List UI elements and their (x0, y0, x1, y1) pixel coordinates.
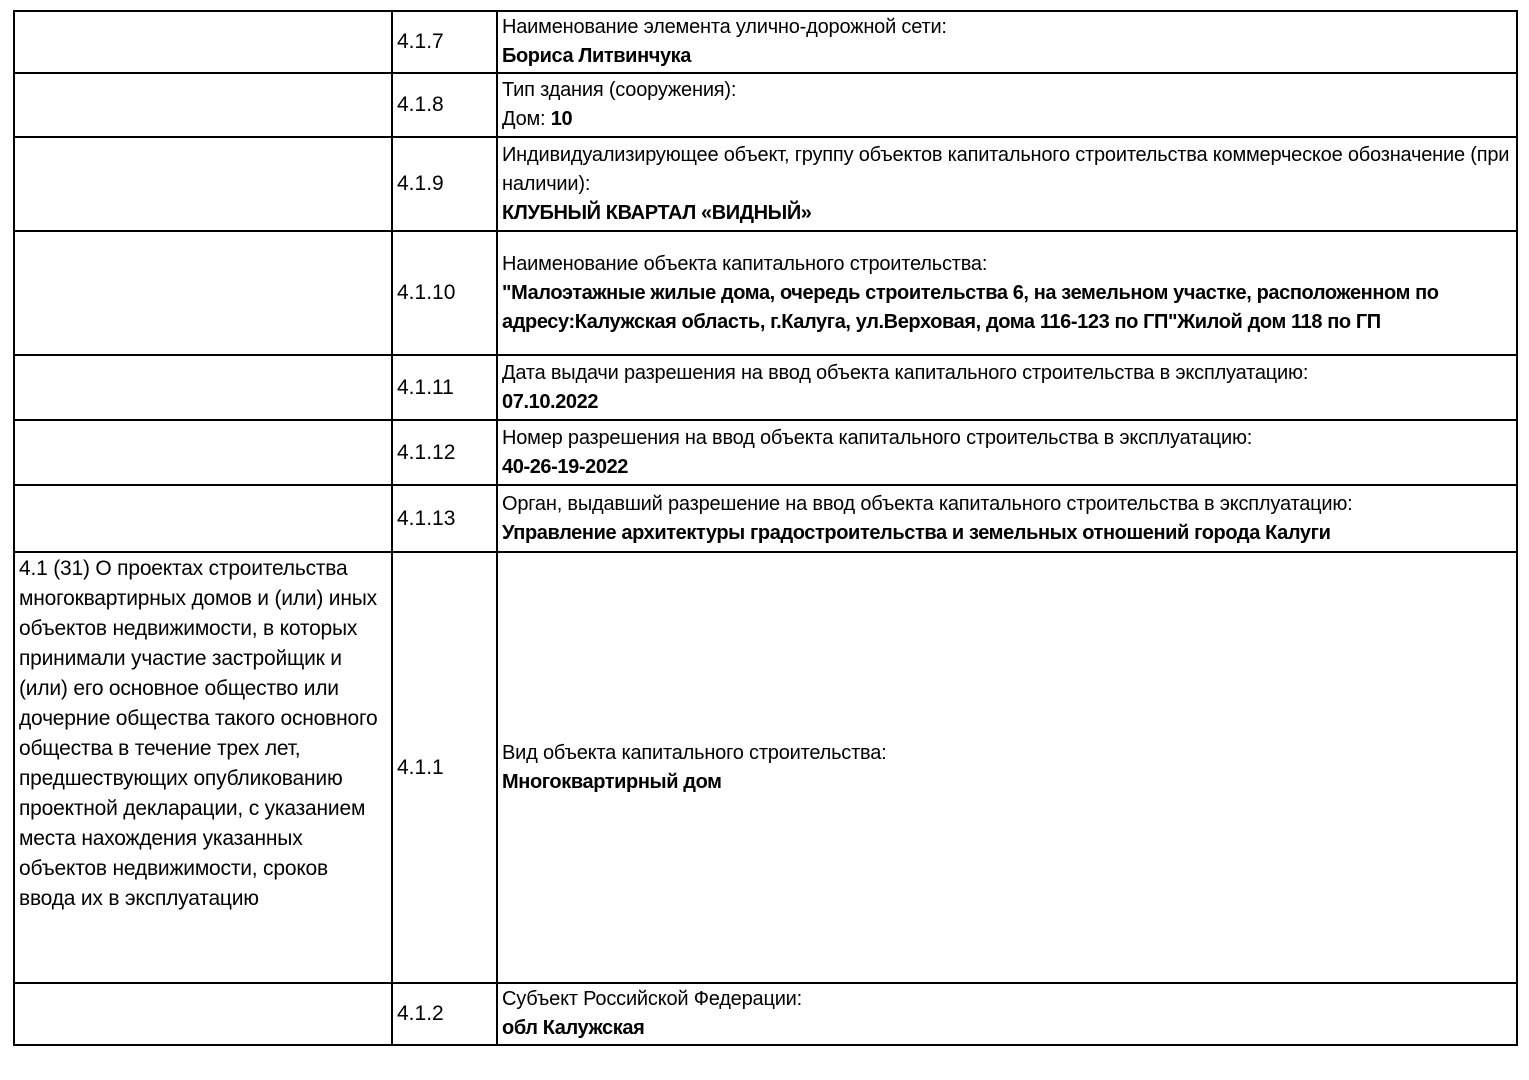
field-cell (497, 73, 1517, 137)
section-text-cell (14, 420, 392, 485)
field-cell (497, 420, 1517, 485)
field-cell (497, 231, 1517, 355)
field-label: Вид объекта капитального строительства: (502, 741, 887, 764)
field-label: Наименование объекта капитального строительства: (502, 252, 988, 275)
field-label: Индивидуализирующее объект, группу объектов капитального строительства коммерческое обозначение (при наличии): (502, 143, 1510, 195)
field-value: обл Калужская (502, 1017, 645, 1039)
field-label: Наименование элемента улично-дорожной сети: (502, 16, 947, 38)
field-label: Орган, выдавший разрешение на ввод объекта капитального строительства в эксплуатацию: (502, 492, 1353, 515)
section-text-cell (14, 137, 392, 231)
field-label: Субъект Российской Федерации: (502, 988, 803, 1010)
field-value: Управление архитектуры градостроительства и земельных отношений города Калуги (502, 521, 1331, 544)
field-cell (497, 355, 1517, 420)
table-row-4-1-11 (14, 355, 1517, 420)
item-code-cell: 4.1.2 (392, 983, 497, 1045)
table-row-4-1-1 (14, 552, 1517, 983)
field-label: Тип здания (сооружения): (502, 79, 737, 101)
item-code-cell: 4.1.1 (392, 552, 497, 983)
item-code-cell: 4.1.10 (392, 231, 497, 355)
field-value: Бориса Литвинчука (502, 45, 692, 67)
field-value: Многоквартирный дом (502, 770, 722, 793)
field-value: 07.10.2022 (502, 390, 599, 413)
field-cell (497, 11, 1517, 73)
table-row-4-1-12 (14, 420, 1517, 485)
item-code-cell: 4.1.9 (392, 137, 497, 231)
field-value: 40-26-19-2022 (502, 455, 629, 478)
field-label: Дата выдачи разрешения на ввод объекта капитального строительства в эксплуатацию: (502, 361, 1309, 384)
field-value: "Малоэтажные жилые дома, очередь строительства 6, на земельном участке, расположенном по адресу:Калужская область, г.Калуга, ул.Верховая, дома 116-123 по ГП"Жилой дом 118 по ГП (502, 281, 1439, 333)
item-code-cell: 4.1.11 (392, 355, 497, 420)
table-row-4-1-7 (14, 11, 1517, 73)
section-text-cell (14, 355, 392, 420)
item-code-cell: 4.1.13 (392, 485, 497, 552)
table-row-4-1-2 (14, 983, 1517, 1045)
table-row-4-1-9 (14, 137, 1517, 231)
table-row-4-1-10 (14, 231, 1517, 355)
section-text-cell: 4.1 (31) О проектах строительства многоквартирных домов и (или) иных объектов недвижимости, в которых принимали участие застройщик и (или) его основное общество или дочерние общества такого основного общества в течение трех лет, предшествующих опубликованию проектной декларации, с указанием места нахождения указанных объектов недвижимости, сроков ввода их в эксплуатацию (14, 552, 392, 983)
table-row-4-1-8 (14, 73, 1517, 137)
field-value-prefix: Дом: (502, 108, 551, 130)
project-declaration-table (13, 10, 1518, 1046)
field-cell (497, 485, 1517, 552)
section-text-cell (14, 485, 392, 552)
table-row-4-1-13 (14, 485, 1517, 552)
field-cell (497, 552, 1517, 983)
item-code-cell: 4.1.8 (392, 73, 497, 137)
field-label: Номер разрешения на ввод объекта капитального строительства в эксплуатацию: (502, 426, 1253, 449)
section-text-cell (14, 11, 392, 73)
field-value: КЛУБНЫЙ КВАРТАЛ «ВИДНЫЙ» (502, 201, 812, 224)
field-cell (497, 137, 1517, 231)
item-code-cell: 4.1.12 (392, 420, 497, 485)
section-text-cell (14, 73, 392, 137)
item-code-cell: 4.1.7 (392, 11, 497, 73)
field-value (502, 105, 1512, 134)
section-text-cell (14, 231, 392, 355)
section-text-cell (14, 983, 392, 1045)
field-cell (497, 983, 1517, 1045)
field-value-number: 10 (550, 108, 573, 130)
